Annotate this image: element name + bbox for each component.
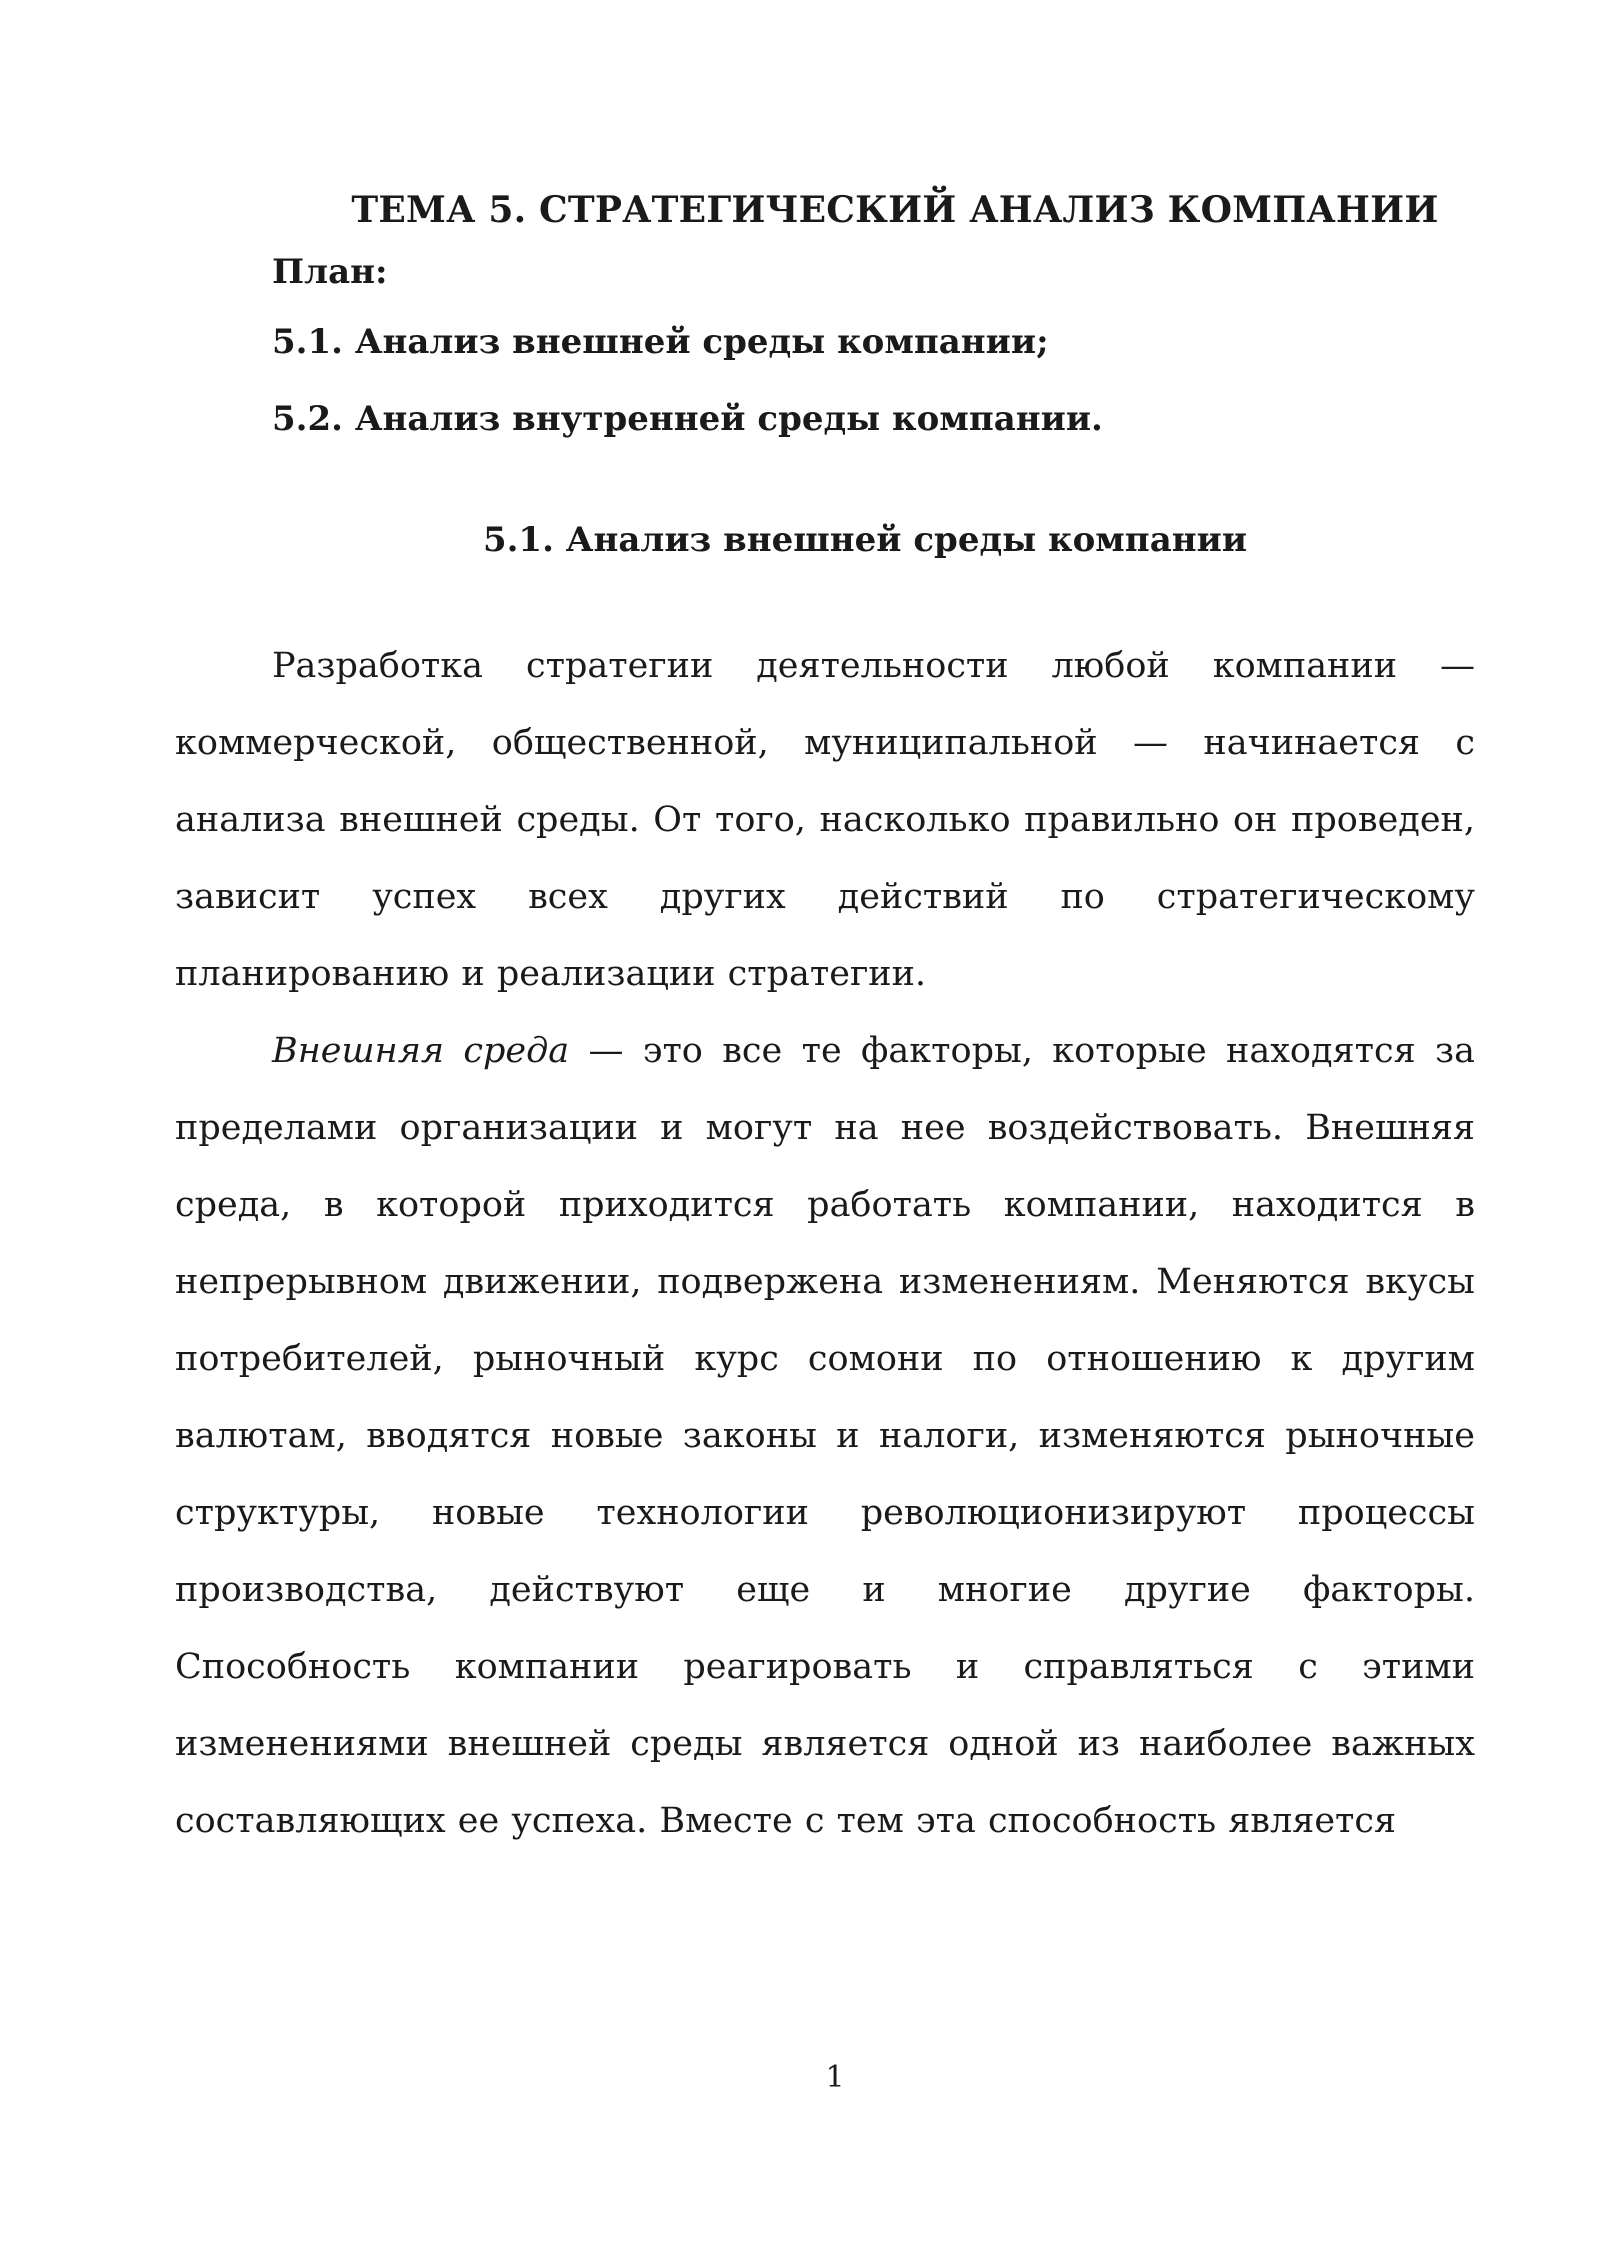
page-number: 1 — [825, 2060, 845, 2095]
plan-heading: План: — [272, 252, 388, 292]
plan-item: 5.2. Анализ внутренней среды компании. — [272, 399, 1103, 439]
defined-term: Внешняя среда — [272, 1031, 570, 1071]
section-title: 5.1. Анализ внешней среды компании — [482, 520, 1248, 560]
page-content — [175, 180, 1475, 1860]
body-paragraph: Разработка стратегии деятельности любой компании — коммерческой, общественной, муниципальной — начинается с анализа внешней среды. От того, насколько правильно он проведен, зависит успех всех других действий по стратегическому планированию и реализации стратегии. — [175, 646, 1475, 994]
body-paragraph — [175, 1013, 1475, 1860]
topic-title: ТЕМА 5. СТРАТЕГИЧЕСКИЙ АНАЛИЗ КОМПАНИИ — [351, 189, 1439, 231]
plan — [175, 240, 1475, 458]
paragraph-text: — это все те факторы, которые находятся за пределами организации и могут на нее воздействовать. Внешняя среда, в которой приходится работать компании, находится в непрерывном движении, подвержена изменениям. Меняются вкусы потребителей, рыночный курс сомони по отношению к другим валютам, вводятся новые законы и налоги, изменяются рыночные структуры, новые технологии революционизируют процессы производства, действуют еще и многие другие факторы. Способность компании реагировать и справляться с этими изменениями внешней среды является одной из наиболее важных составляющих ее успеха. Вместе с тем эта способность является — [175, 1031, 1475, 1841]
plan-item: 5.1. Анализ внешней среды компании; — [272, 322, 1049, 362]
